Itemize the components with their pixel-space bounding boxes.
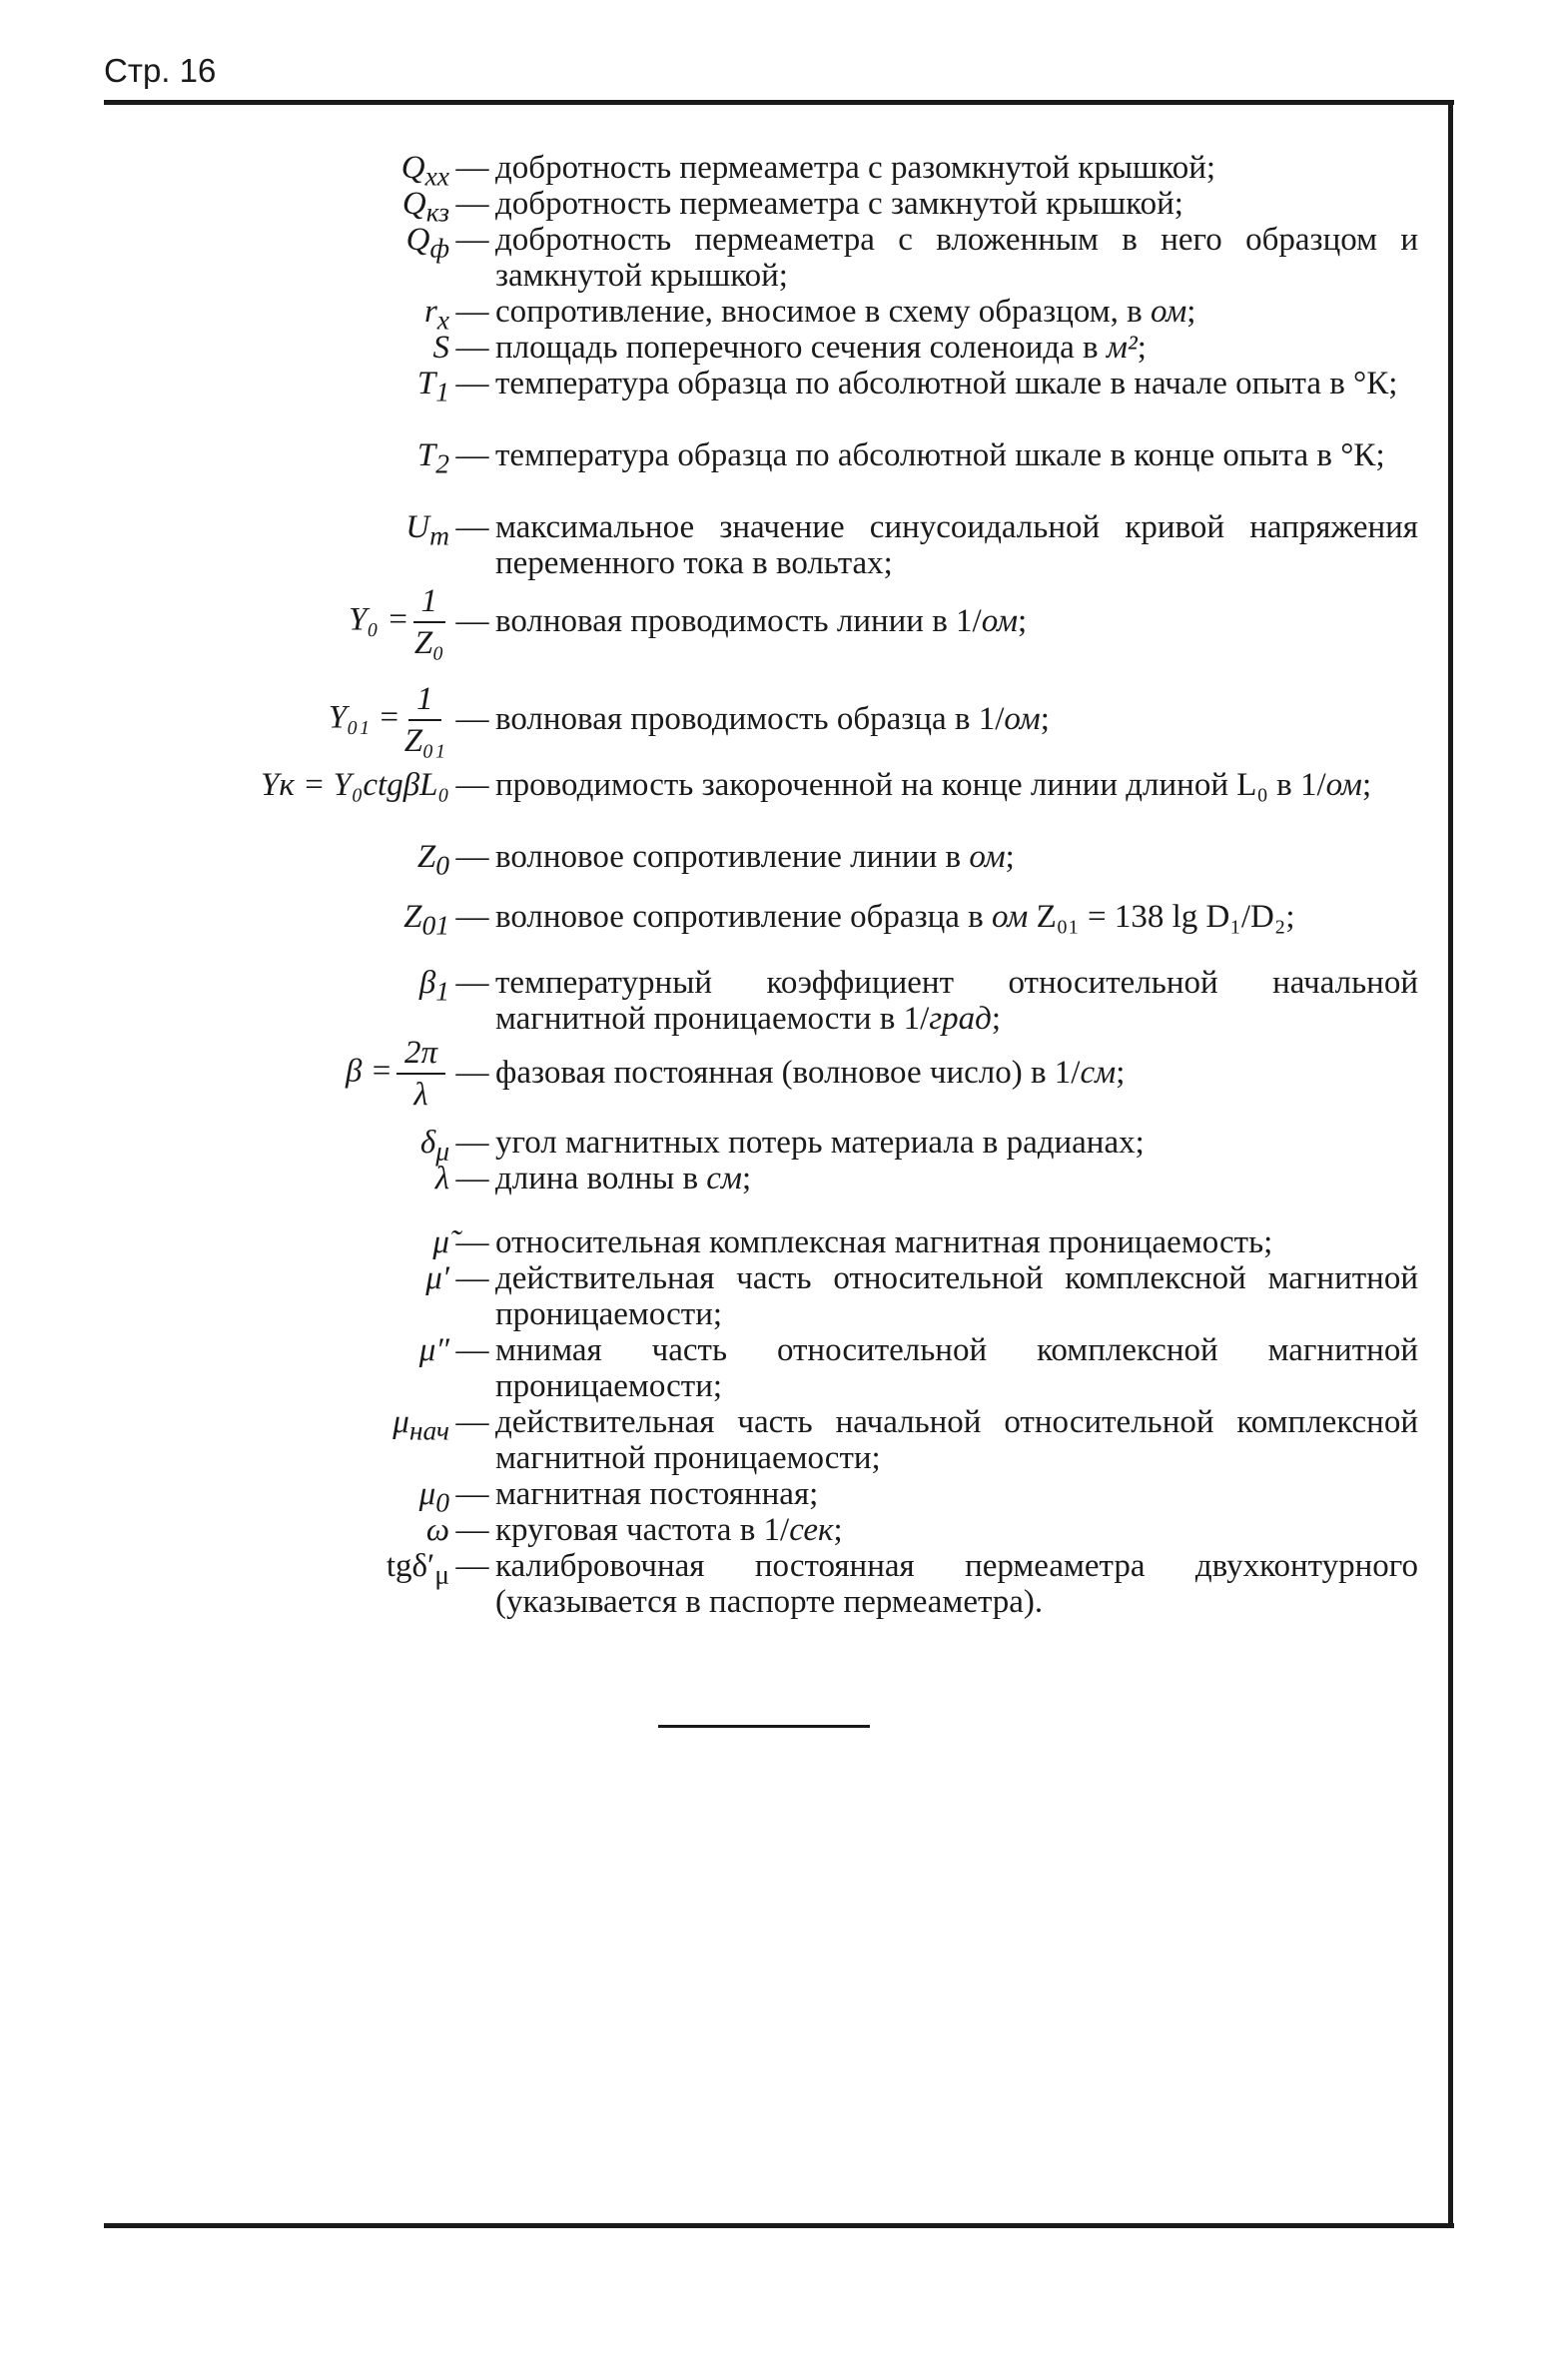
symbol: Q xyxy=(400,150,425,186)
entry-tail: ; xyxy=(1186,294,1196,330)
legend-entry xyxy=(200,767,1418,803)
symbol: r xyxy=(423,294,437,330)
dash: — xyxy=(455,330,489,366)
symbol-sub: кз xyxy=(425,196,449,228)
symbol: S xyxy=(432,330,449,366)
symbol-sub: μ xyxy=(435,1135,449,1167)
dash: — xyxy=(455,1404,489,1440)
dash: — xyxy=(455,1332,489,1368)
symbol: μ xyxy=(392,1404,409,1440)
fraction xyxy=(413,581,446,663)
entry-description: угол магнитных потерь материала в радианах; xyxy=(495,1125,1145,1161)
legend-entry xyxy=(200,899,1418,944)
legend-entry xyxy=(200,1161,1418,1196)
symbol-sub: нач xyxy=(408,1414,449,1446)
legend-entry xyxy=(200,366,1418,410)
entry-description: волновая проводимость образца в 1/ xyxy=(495,701,1005,737)
legend-entry xyxy=(200,1332,1418,1404)
entry-tail: ; xyxy=(1018,603,1028,639)
symbol: δ xyxy=(419,1125,436,1161)
legend-entry xyxy=(200,509,1418,581)
dash: — xyxy=(455,1125,489,1161)
bottom-rule xyxy=(104,2223,1454,2228)
dash: — xyxy=(455,899,489,935)
symbol-sub: ф xyxy=(429,232,449,264)
entry-description: проводимость закороченной на конце линии длиной L₀ в 1/ xyxy=(495,767,1326,803)
fraction-denominator: λ xyxy=(413,1077,428,1113)
dash: — xyxy=(455,603,489,639)
dash: — xyxy=(455,437,489,473)
entry-description: сопротивление, вносимое в схему образцом, в xyxy=(495,294,1151,330)
fraction xyxy=(396,1033,445,1115)
legend-entry xyxy=(200,581,1418,663)
legend-entry xyxy=(200,679,1418,761)
fraction-numerator: 1 xyxy=(408,679,441,721)
symbol-sub: 01 xyxy=(421,909,449,941)
symbol: Z xyxy=(416,839,436,875)
entry-description: мнимая часть относительной комплексной магнитной проницаемости; xyxy=(495,1332,1418,1404)
entry-description: добротность пермеаметра с разомкнутой крышкой; xyxy=(495,150,1216,186)
symbol: T xyxy=(416,437,436,473)
symbol-sub: 0 xyxy=(435,1486,449,1518)
top-rule xyxy=(104,100,1454,105)
entry-tail: ; xyxy=(742,1161,752,1196)
entry-description: площадь поперечного сечения соленоида в xyxy=(495,330,1107,366)
entry-description: добротность пермеаметра с вложенным в него образцом и замкнутой крышкой; xyxy=(495,222,1418,294)
dash: — xyxy=(455,186,489,222)
entry-description: действительная часть начальной относительной комплексной магнитной проницаемости; xyxy=(495,1404,1418,1476)
unit: ом xyxy=(981,603,1019,639)
unit: м² xyxy=(1106,330,1138,366)
entry-description: действительная часть относительной комплексной магнитной проницаемости; xyxy=(495,1260,1418,1332)
dash: — xyxy=(455,1476,489,1512)
entry-tail: ; xyxy=(1116,1055,1126,1091)
page-number: Стр. 16 xyxy=(104,52,217,89)
entry-description: магнитная постоянная; xyxy=(495,1476,819,1512)
entry-description: волновая проводимость линии в 1/ xyxy=(495,603,982,639)
symbol: Q xyxy=(405,222,430,258)
dash: — xyxy=(455,1260,489,1296)
entry-tail: Z₀₁ = 138 lg D₁/D₂; xyxy=(1028,899,1295,935)
dash: — xyxy=(455,701,489,737)
right-border xyxy=(1448,103,1453,2227)
legend-entry xyxy=(200,437,1418,482)
entry-tail: ; xyxy=(1137,330,1147,366)
symbol-sub: 1 xyxy=(435,376,449,407)
symbol-sub: 1 xyxy=(435,975,449,1007)
dash: — xyxy=(455,965,489,1001)
entry-tail: ; xyxy=(1040,701,1050,737)
unit: см xyxy=(706,1161,742,1196)
fraction-denominator: Z₀₁ xyxy=(403,723,445,759)
symbol-sub: x xyxy=(436,304,449,336)
symbol-sub: m xyxy=(429,519,449,551)
legend-entry xyxy=(200,965,1418,1037)
symbol: μ̃ xyxy=(432,1224,449,1260)
unit: сек xyxy=(789,1512,834,1548)
symbol: β = xyxy=(345,1053,392,1090)
dash: — xyxy=(455,1055,489,1091)
entry-description: волновое сопротивление образца в xyxy=(495,899,992,935)
unit: ом xyxy=(1004,701,1041,737)
legend-entry xyxy=(200,1548,1418,1620)
dash: — xyxy=(455,150,489,186)
symbol-sub: 2 xyxy=(435,447,449,479)
symbol: ω xyxy=(425,1512,449,1548)
unit: ом xyxy=(969,839,1006,875)
fraction xyxy=(404,679,445,761)
entry-description: температура образца по абсолютной шкале в начале опыта в °К; xyxy=(495,366,1398,401)
entry-description: волновое сопротивление линии в xyxy=(495,839,970,875)
symbol: μ xyxy=(418,1476,436,1512)
entry-description: температура образца по абсолютной шкале в конце опыта в °К; xyxy=(495,437,1385,473)
symbol: tgδ′ xyxy=(386,1548,435,1584)
entry-tail: ; xyxy=(1361,767,1372,803)
legend-entry xyxy=(200,1512,1418,1548)
symbol: β xyxy=(418,965,436,1001)
fraction-numerator: 1 xyxy=(413,581,446,623)
dash: — xyxy=(455,1512,489,1548)
legend-entry xyxy=(200,839,1418,884)
dash: — xyxy=(455,1224,489,1260)
unit: град xyxy=(929,1001,992,1037)
end-rule xyxy=(658,1725,870,1728)
dash: — xyxy=(455,294,489,330)
symbol: Q xyxy=(401,186,426,222)
symbol: Yк = Y₀ctgβL₀ xyxy=(261,767,449,803)
dash: — xyxy=(455,509,489,545)
legend-entry xyxy=(200,222,1418,294)
symbol: T xyxy=(416,366,436,401)
entry-description: фазовая постоянная (волновое число) в 1/ xyxy=(495,1055,1081,1091)
unit: см xyxy=(1080,1055,1117,1091)
legend-entry xyxy=(200,1224,1418,1260)
symbol-sub: μ xyxy=(434,1558,449,1590)
entry-tail: ; xyxy=(833,1512,843,1548)
entry-description: длина волны в xyxy=(495,1161,707,1196)
legend-entry xyxy=(200,1404,1418,1476)
symbol: U xyxy=(405,509,430,545)
legend-entry xyxy=(200,1260,1418,1332)
symbol: Z xyxy=(403,899,422,935)
symbol-sub: хх xyxy=(424,160,449,192)
dash: — xyxy=(455,222,489,258)
dash: — xyxy=(455,1548,489,1584)
legend-entry xyxy=(200,1033,1418,1115)
entry-tail: ; xyxy=(1005,839,1015,875)
dash: — xyxy=(455,1161,489,1196)
unit: ом xyxy=(1325,767,1362,803)
entry-description: относительная комплексная магнитная проницаемость; xyxy=(495,1224,1273,1260)
dash: — xyxy=(455,767,489,803)
symbol: λ xyxy=(434,1161,449,1196)
symbol: μ″ xyxy=(418,1332,449,1368)
entry-description: калибровочная постоянная пермеаметра двухконтурного (указывается в паспорте пермеаметра). xyxy=(495,1548,1418,1620)
symbol: Y₀₁ = xyxy=(328,699,400,736)
unit: ом xyxy=(1150,294,1187,330)
entry-description: температурный коэффициент относительной начальной магнитной проницаемости в 1/ xyxy=(495,965,1418,1037)
dash: — xyxy=(455,366,489,401)
unit: ом xyxy=(992,899,1029,935)
dash: — xyxy=(455,839,489,875)
fraction-denominator: Z₀ xyxy=(413,625,444,661)
entry-tail: ; xyxy=(991,1001,1002,1037)
entry-description: максимальное значение синусоидальной кривой напряжения переменного тока в вольтах; xyxy=(495,509,1418,581)
fraction-numerator: 2π xyxy=(396,1033,445,1075)
symbol: Y₀ = xyxy=(349,601,409,638)
symbol-sub: 0 xyxy=(435,849,449,881)
entry-description: добротность пермеаметра с замкнутой крышкой; xyxy=(495,186,1183,222)
entry-description: круговая частота в 1/ xyxy=(495,1512,790,1548)
symbol: μ′ xyxy=(425,1260,449,1296)
